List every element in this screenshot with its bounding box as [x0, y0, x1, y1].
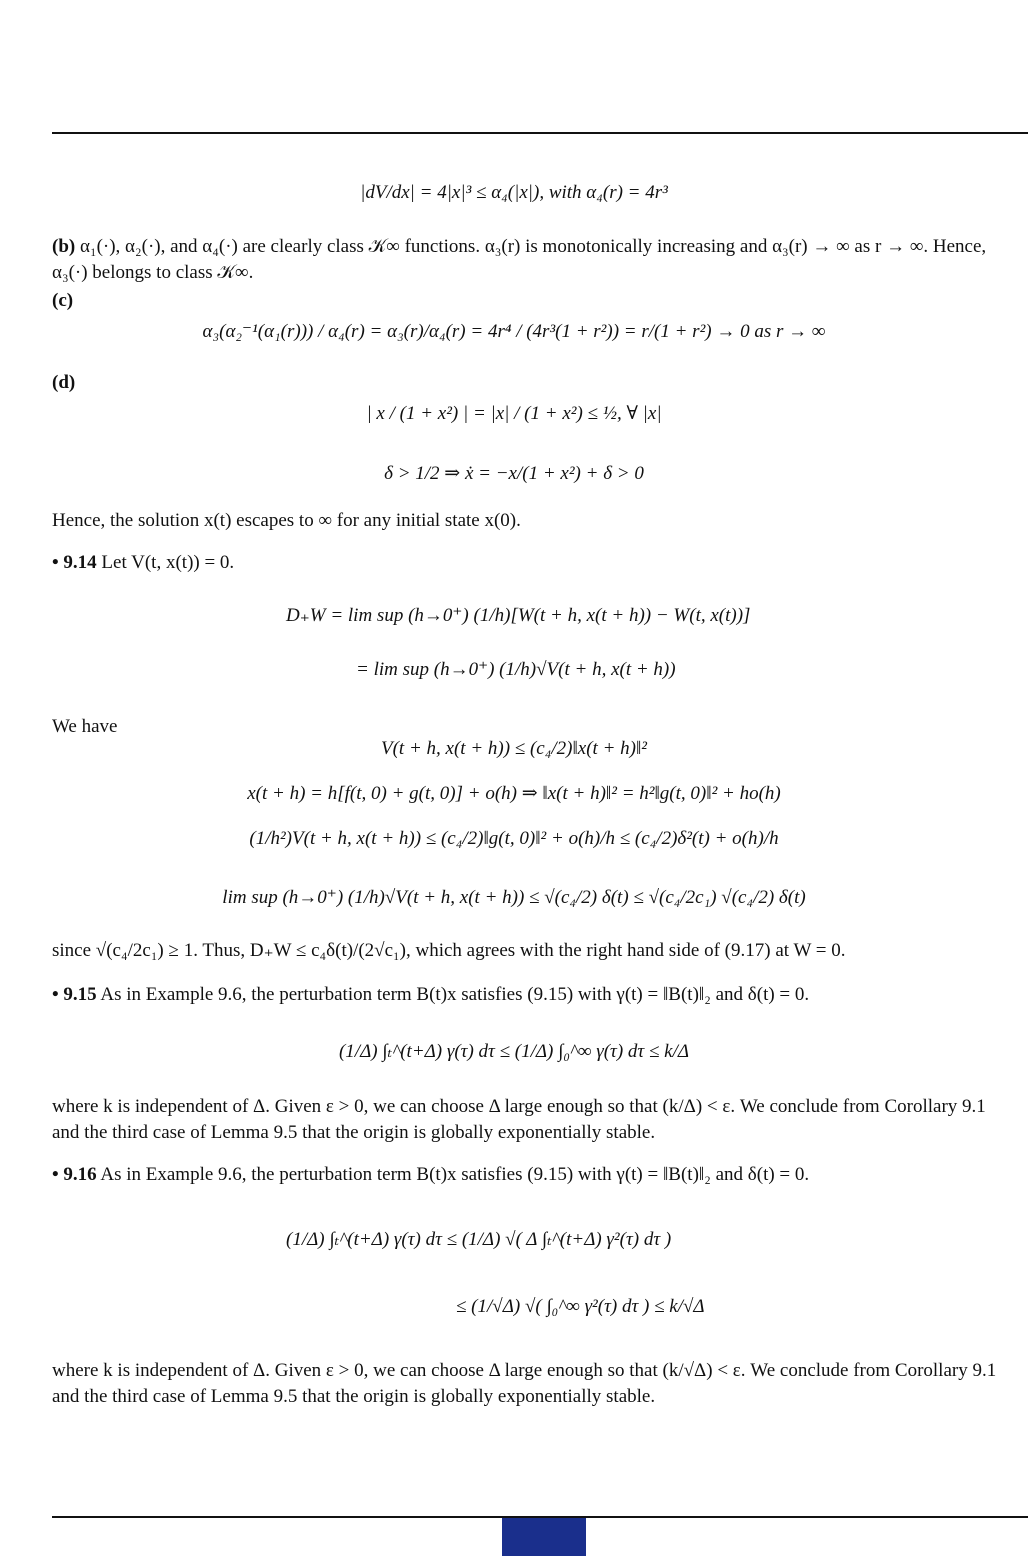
exercise-9-14-heading: [52, 550, 998, 576]
exercise-9-15-label: • 9.15: [52, 984, 97, 1005]
exercise-9-15-text: As in Example 9.6, the perturbation term B(t)x satisfies (9.15) with γ(t) = ‖B(t)‖₂ and δ(t) = 0.: [100, 984, 810, 1005]
equation-9-14-2: = lim sup (h→0⁺) (1/h)√V(t + h, x(t + h)): [356, 659, 676, 680]
part-c-label: (c): [52, 290, 74, 311]
equation-part-d-1: | x / (1 + x²) | = |x| / (1 + x²) ≤ ½, ∀ |x|: [366, 403, 662, 424]
equation-part-d-2: δ > 1/2 ⇒ ẋ = −x/(1 + x²) + δ > 0: [384, 463, 644, 484]
equation-part-c: α₃(α₂⁻¹(α₁(r))) / α₄(r) = α₃(r)/α₄(r) = 4r⁴ / (4r³(1 + r²)) = r/(1 + r²) → 0 as r → ∞: [202, 321, 826, 342]
we-have-text: We have: [52, 716, 118, 737]
part-b-paragraph: [52, 234, 998, 286]
exercise-9-15-heading: [52, 982, 998, 1008]
part-d-conclusion: Hence, the solution x(t) escapes to ∞ for any initial state x(0).: [52, 510, 521, 531]
exercise-9-14-text: Let V(t, x(t)) = 0.: [101, 552, 235, 573]
equation-9-14-4: x(t + h) = h[f(t, 0) + g(t, 0)] + o(h) ⇒ ‖x(t + h)‖² = h²‖g(t, 0)‖² + ho(h): [247, 783, 781, 804]
equation-9-14-6: lim sup (h→0⁺) (1/h)√V(t + h, x(t + h)) ≤ √(c₄/2) δ(t) ≤ √(c₄/2c₁) √(c₄/2) δ(t): [222, 887, 806, 908]
part-b-label: (b): [52, 236, 76, 257]
equation-part-a: |dV/dx| = 4|x|³ ≤ α₄(|x|), with α₄(r) = 4r³: [360, 182, 668, 203]
equation-9-16-2: ≤ (1/√Δ) √( ∫₀^∞ γ²(τ) dτ ) ≤ k/√Δ: [456, 1296, 705, 1317]
equation-9-15: (1/Δ) ∫ₜ^(t+Δ) γ(τ) dτ ≤ (1/Δ) ∫₀^∞ γ(τ) dτ ≤ k/Δ: [338, 1041, 690, 1062]
exercise-9-14-conclusion: since √(c₄/2c₁) ≥ 1. Thus, D₊W ≤ c₄δ(t)/(2√c₁), which agrees with the right hand side of (9.17) at W = 0.: [52, 940, 846, 961]
part-b-text: α₁(·), α₂(·), and α₄(·) are clearly class 𝒦∞ functions. α₃(r) is monotonically increasing and α₃(r) → ∞ as r → ∞. Hence, α₃(·) belongs to class 𝒦∞.: [52, 236, 987, 283]
exercise-9-16-text: As in Example 9.6, the perturbation term B(t)x satisfies (9.15) with γ(t) = ‖B(t)‖₂ and δ(t) = 0.: [100, 1164, 810, 1185]
header-rule: [52, 132, 1028, 134]
exercise-9-16-conclusion: where k is independent of Δ. Given ε > 0, we can choose Δ large enough so that (k/√Δ) < ε. We conclude from Corollary 9.1 and the third case of Lemma 9.5 that the origin is globally exponentially stable.: [52, 1360, 997, 1407]
exercise-9-16-label: • 9.16: [52, 1164, 97, 1185]
exercise-9-15-conclusion: where k is independent of Δ. Given ε > 0, we can choose Δ large enough so that (k/Δ) < ε. We conclude from Corollary 9.1 and the third case of Lemma 9.5 that the origin is globally exponentially stable.: [52, 1096, 986, 1143]
equation-9-14-5: (1/h²)V(t + h, x(t + h)) ≤ (c₄/2)‖g(t, 0)‖² + o(h)/h ≤ (c₄/2)δ²(t) + o(h)/h: [249, 828, 779, 849]
equation-9-14-1: D₊W = lim sup (h→0⁺) (1/h)[W(t + h, x(t + h)) − W(t, x(t))]: [286, 605, 751, 626]
exercise-9-16-heading: [52, 1162, 998, 1188]
equation-9-16-1: (1/Δ) ∫ₜ^(t+Δ) γ(τ) dτ ≤ (1/Δ) √( Δ ∫ₜ^(t+Δ) γ²(τ) dτ ): [286, 1229, 672, 1250]
exercise-9-14-label: • 9.14: [52, 552, 97, 573]
part-d-label: (d): [52, 372, 76, 393]
footer-page-block: [502, 1518, 586, 1556]
equation-9-14-3: V(t + h, x(t + h)) ≤ (c₄/2)‖x(t + h)‖²: [381, 738, 647, 759]
